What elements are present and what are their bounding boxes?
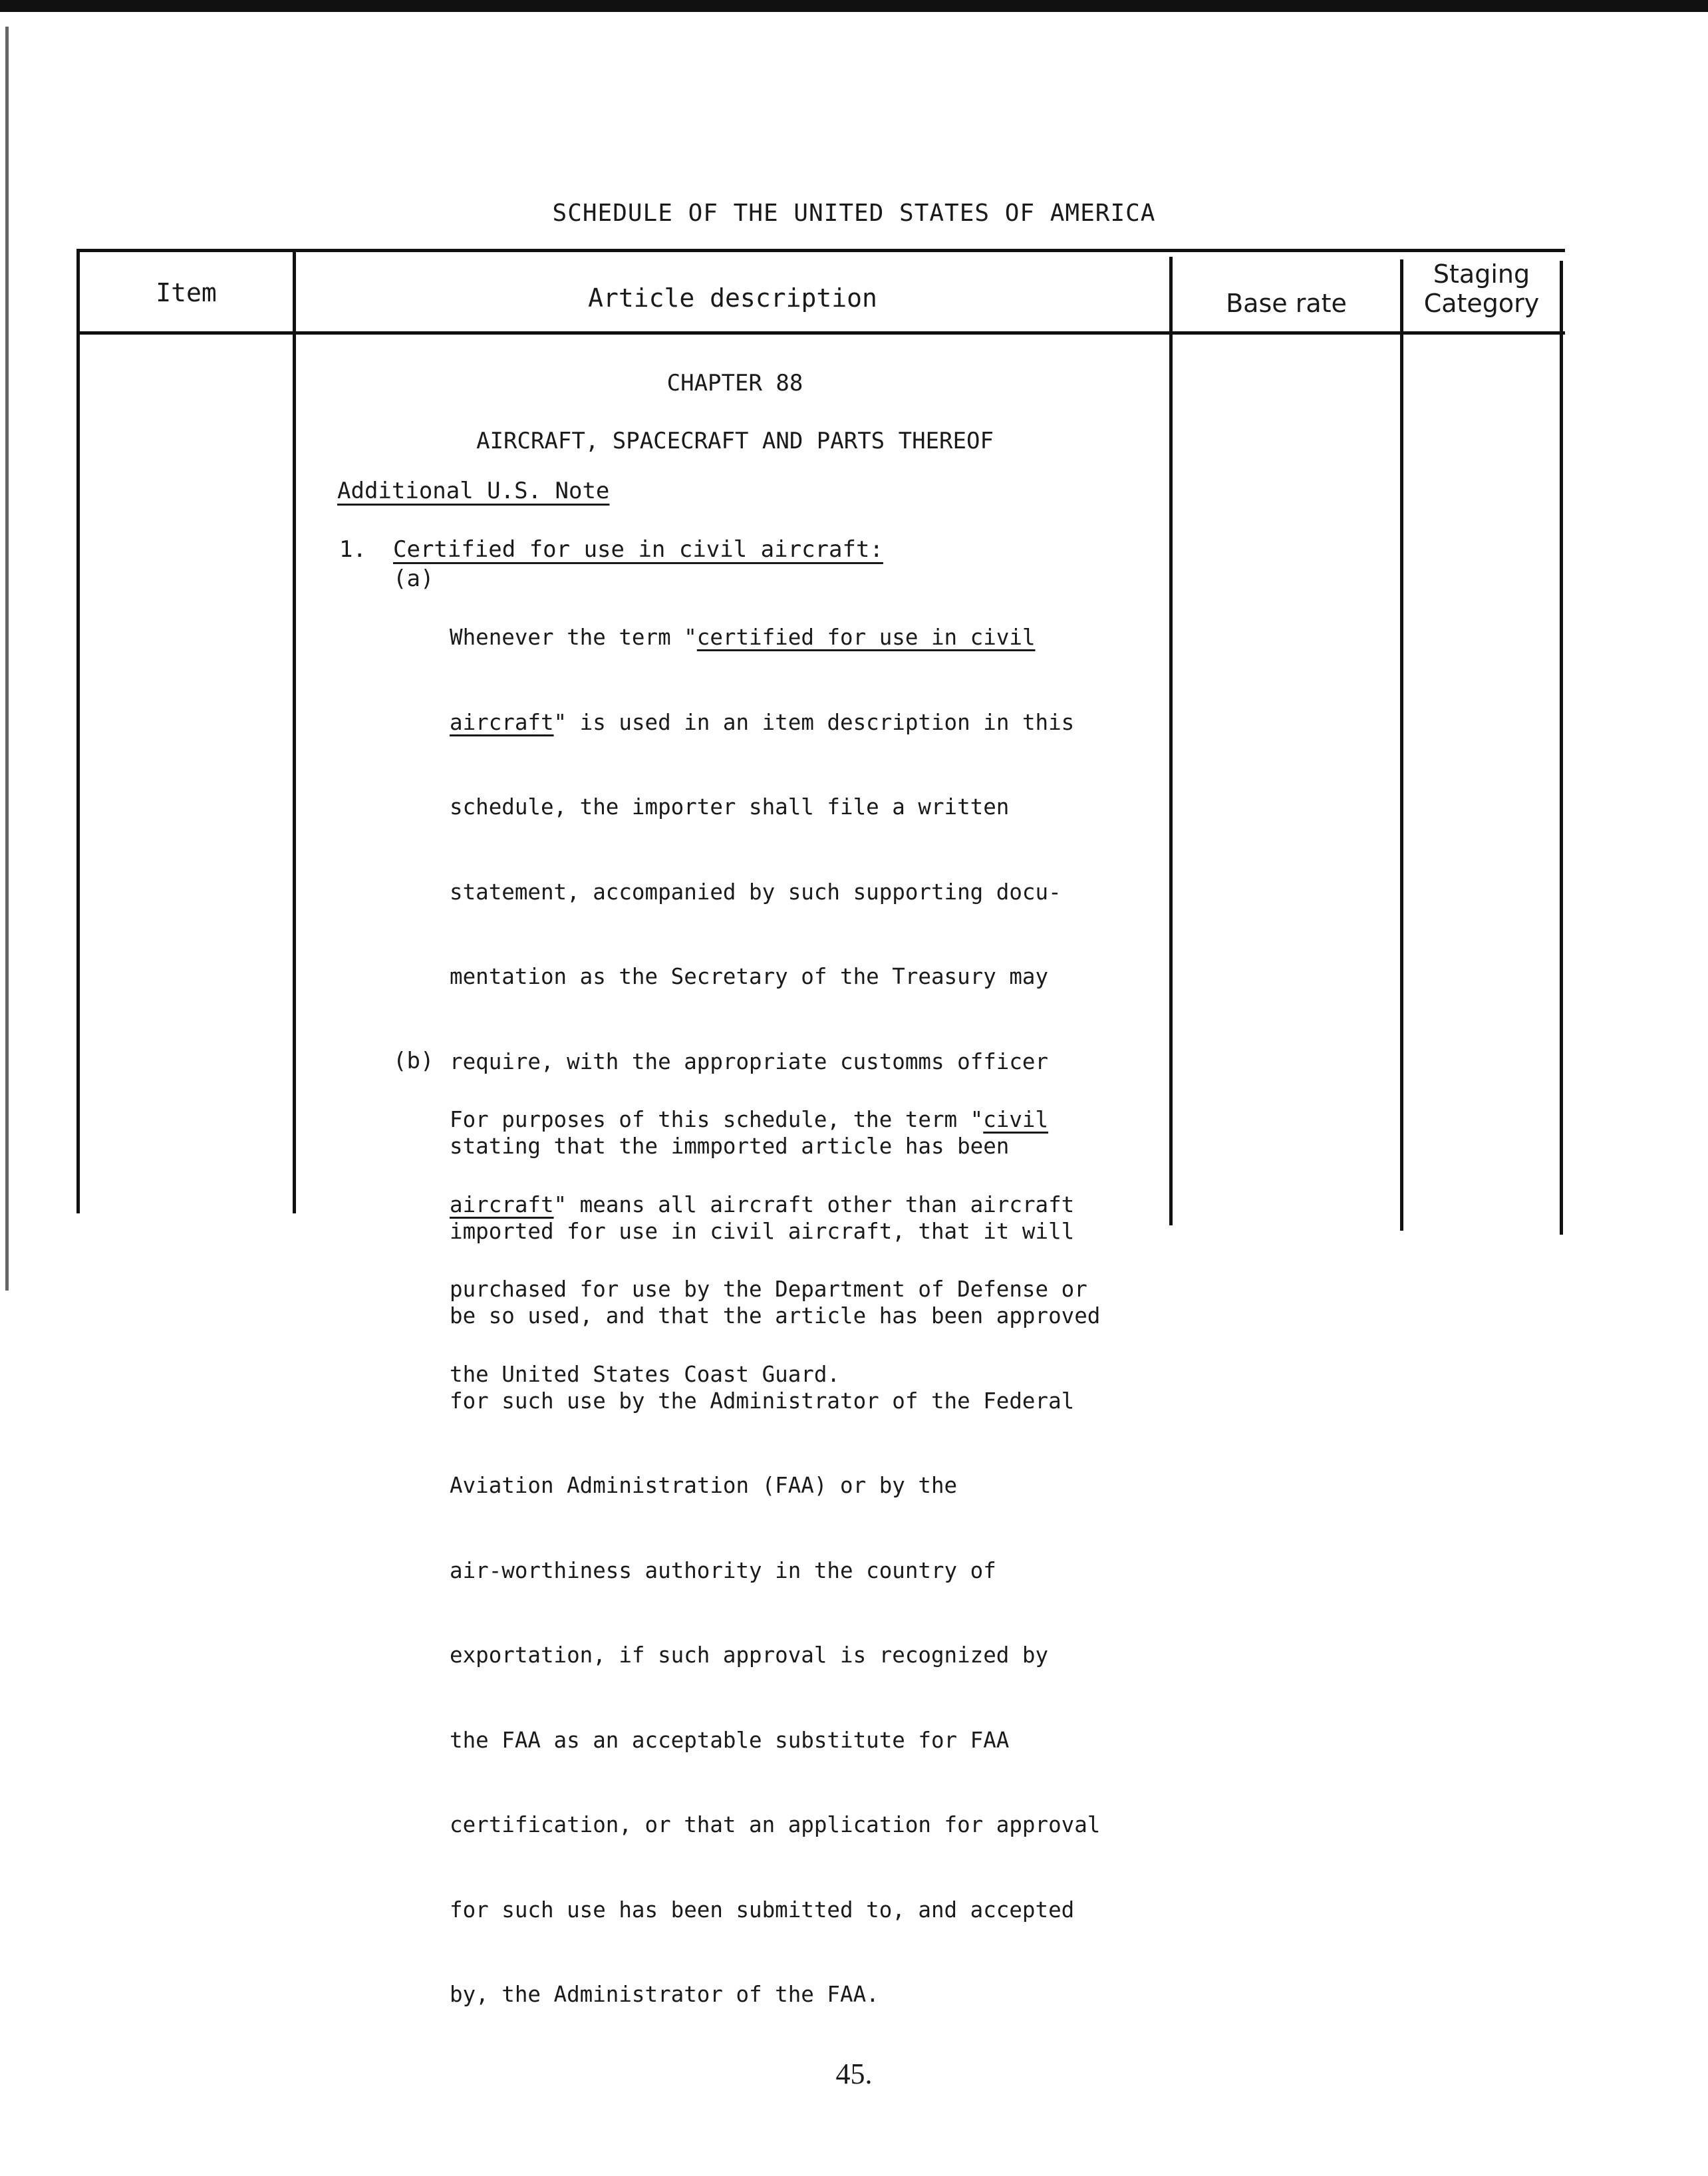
note-title: Additional U.S. Note	[337, 478, 610, 504]
paragraph-line: mentation as the Secretary of the Treasury may	[450, 964, 1049, 989]
paragraph-line	[450, 1106, 1087, 1134]
paragraph-line: the FAA as an acceptable substitute for FAA	[450, 1727, 1010, 1753]
column-divider-left	[76, 249, 80, 1213]
paragraph-line: Aviation Administration (FAA) or by the	[450, 1473, 958, 1498]
paragraph-line: for such use by the Administrator of the Federal	[450, 1388, 1075, 1414]
page-heading: SCHEDULE OF THE UNITED STATES OF AMERICA	[552, 200, 1156, 227]
paragraph-line: exportation, if such approval is recognized by	[450, 1642, 1049, 1668]
text-span: For purposes of this schedule, the term "	[450, 1107, 984, 1132]
column-divider-base-rate	[1400, 259, 1403, 1231]
defined-term: certified for use in civil	[696, 625, 1036, 650]
paragraph-line: air-worthiness authority in the country of	[450, 1557, 996, 1583]
column-divider-right	[1560, 261, 1563, 1235]
paragraph-line: schedule, the importer shall file a written	[450, 794, 1010, 820]
chapter-title: AIRCRAFT, SPACECRAFT AND PARTS THEREOF	[476, 428, 994, 454]
paragraph-line: statement, accompanied by such supporting docu-	[450, 879, 1062, 905]
paragraph-b	[450, 1049, 1087, 1417]
column-divider-description	[1169, 257, 1173, 1225]
paragraph-b-label: (b)	[393, 1048, 434, 1074]
defined-term: aircraft	[450, 1191, 554, 1217]
header-article-description: Article description	[588, 283, 877, 313]
paragraph-line: stating that the immported article has been	[450, 1134, 1010, 1159]
column-divider-item	[293, 251, 296, 1213]
scan-edge-top	[0, 0, 1708, 12]
paragraph-line: purchased for use by the Department of Defense or	[450, 1277, 1087, 1302]
text-span: Whenever the term "	[450, 625, 697, 650]
page-number: 45.	[835, 2058, 873, 2090]
header-base-rate: Base rate	[1226, 289, 1347, 318]
paragraph-line: certification, or that an application for approval	[450, 1812, 1101, 1837]
chapter-number: CHAPTER 88	[666, 370, 803, 396]
header-staging: Staging	[1433, 259, 1530, 289]
paragraph-line: be so used, and that the article has been approved	[450, 1303, 1101, 1328]
paragraph-line: imported for use in civil aircraft, that it will	[450, 1218, 1075, 1244]
paragraph-line: for such use has been submitted to, and accepted	[450, 1897, 1075, 1923]
header-category: Category	[1423, 289, 1540, 318]
paragraph-line	[450, 623, 1100, 652]
header-bottom-border	[76, 331, 1565, 335]
text-span: " means all aircraft other than aircraft	[553, 1191, 1075, 1217]
header-item: Item	[156, 278, 217, 307]
defined-term: civil	[983, 1107, 1049, 1132]
paragraph-line	[450, 1191, 1087, 1219]
paragraph-line: the United States Coast Guard.	[450, 1361, 840, 1387]
paragraph-line: require, with the appropriate customms officer	[450, 1048, 1049, 1074]
item-number: 1.	[339, 536, 366, 563]
table-top-border	[76, 249, 1565, 252]
paragraph-line: by, the Administrator of the FAA.	[450, 1982, 879, 2007]
text-span: " is used in an item description in this	[553, 709, 1075, 735]
paragraph-a-label: (a)	[393, 565, 434, 592]
paragraph-line	[450, 708, 1100, 737]
item-heading: Certified for use in civil aircraft:	[393, 536, 883, 563]
defined-term: aircraft	[450, 709, 554, 735]
